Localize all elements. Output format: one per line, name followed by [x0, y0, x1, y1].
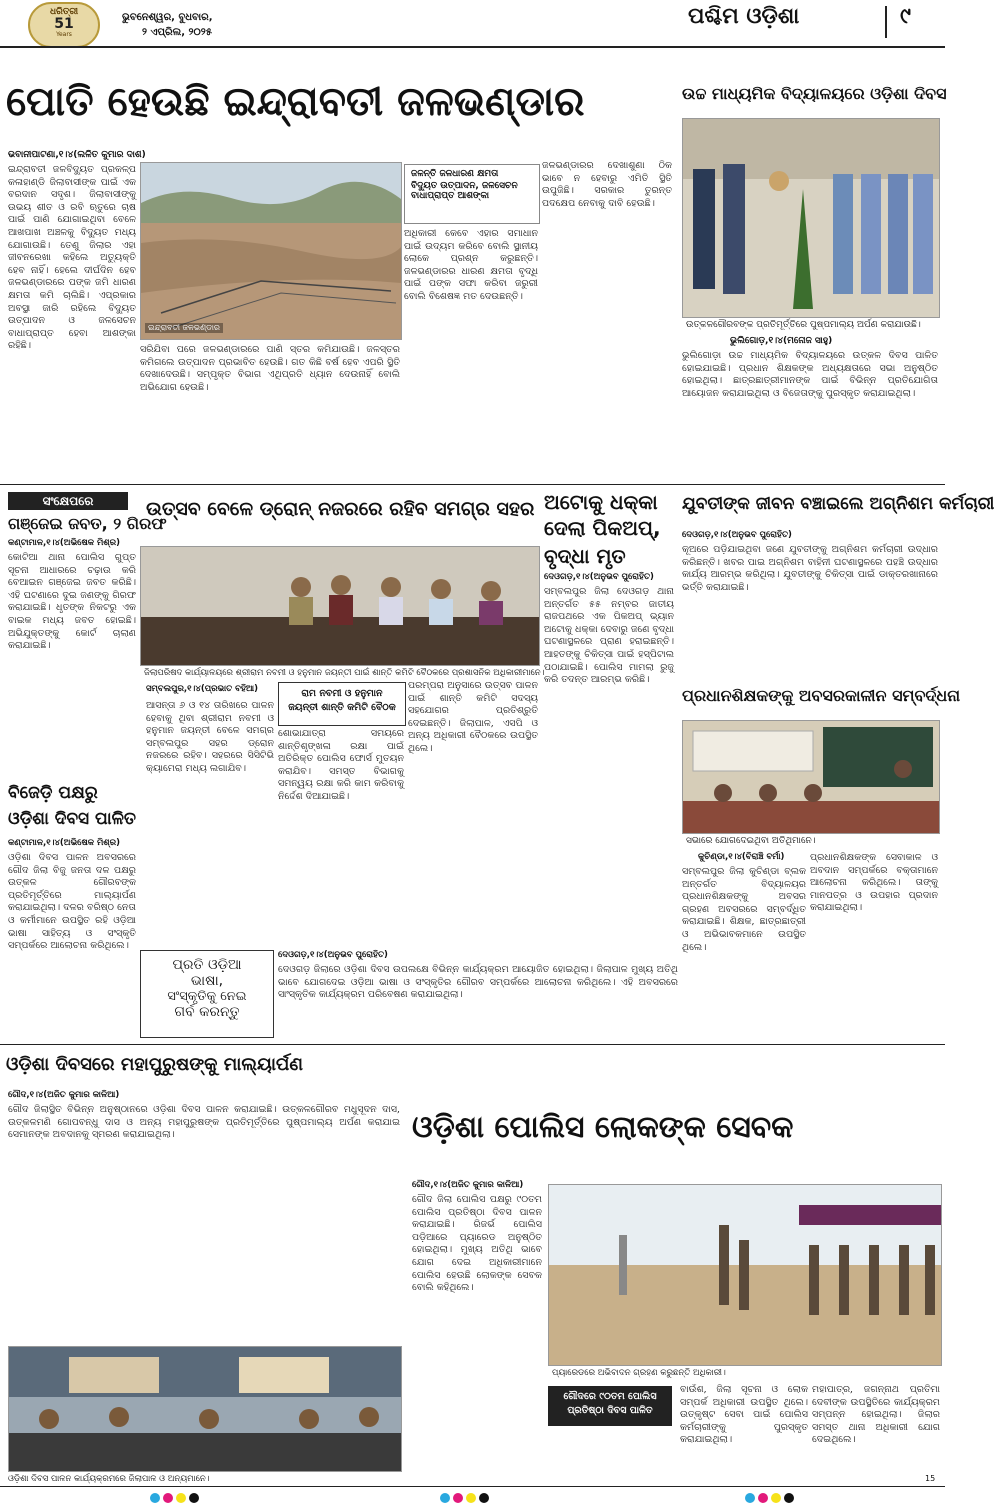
police-caption: ପ୍ୟାରେଡରେ ଅଭିବାଦନ ଗ୍ରହଣ କରୁଛନ୍ତି ଅଧିକାରୀ।	[552, 1368, 726, 1378]
lead-photo-caption: ଇନ୍ଦ୍ରାବତୀ ଜଳଭଣ୍ଡାର	[145, 323, 223, 333]
parade-image	[549, 1185, 941, 1365]
pickup-byline: ଦେଓଗଡ଼,୧।୪(ଅନୁଭବ ପୁରୋହିତ)	[544, 572, 654, 582]
pickup-headline-1: ଅଟୋକୁ ଧକ୍କା	[544, 490, 658, 514]
drone-photo	[140, 546, 540, 666]
retire-photo	[682, 720, 940, 834]
drone-byline: ସମ୍ବଲପୁର,୧।୪(ପ୍ରଭାତ ବହିଆ)	[146, 684, 259, 694]
pull-quote-line-1: ପ୍ରତି ଓଡ଼ିଆ	[172, 957, 242, 973]
retire-headline: ପ୍ରଧାନଶିକ୍ଷକଙ୍କୁ ଅବସରକାଳୀନ ସମ୍ବର୍ଦ୍ଧନା	[682, 686, 961, 705]
lead-highlight-2: ବିଦ୍ୟୁତ ଉତ୍ପାଦନ, ଜଳସେଚନ ବାଧାପ୍ରାପ୍ତ ଆଶଙ୍କା	[411, 181, 518, 201]
drone-sub-box	[278, 682, 406, 726]
police-headline: ଓଡ଼ିଶା ପୋଲିସ ଲୋକଙ୍କ ସେବକ	[412, 1110, 794, 1145]
police-photo	[548, 1184, 942, 1366]
logo-sub: Years	[56, 31, 72, 38]
mahapurush-event-image	[9, 1347, 401, 1471]
reservoir-image	[141, 163, 401, 339]
section-rule-1	[0, 484, 945, 485]
logo-text: ଧରିତ୍ରୀ	[49, 7, 79, 17]
color-registration-center	[440, 1488, 492, 1507]
pull-quote-box	[140, 950, 274, 1038]
lead-body-1: ଇନ୍ଦ୍ରାବତୀ ଜଳବିଦ୍ୟୁତ ପ୍ରକଳ୍ପ କଳାହାଣ୍ଡି ଜିଲାବାସୀଙ୍କ ପାଇଁ ଏକ ବରଦାନ ସଦୃଶ। ଜିଲାବାସୀଙ୍କୁ ଉଭୟ ଶୀତ ଓ ରବି ଋତୁରେ ଚାଷ ପାଇଁ ପାଣି ଯୋଗାଇଥିବା ବେଳେ ଆଖପାଖ ଅଞ୍ଚଳକୁ ବିଦ୍ୟୁତ ମଧ୍ୟ ଯୋଗାଉଛି। ତେଣୁ ଜିଲାର ଏହା ଜୀବନରେଖା କହିଲେ ଅତ୍ୟୁକ୍ତି ହେବ ନାହିଁ। ହେଲେ ଦୀର୍ଘଦିନ ହେବ ଜଳଭଣ୍ଡାରରେ ପଙ୍କ ଜମି ଧାରଣ କ୍ଷମତା କମି ଚାଲିଛି। ଏପ୍ରକାର ଅବସ୍ଥା ଜାରି ରହିଲେ ବିଦ୍ୟୁତ ଉତ୍ପାଦନ ଓ ଜଳସେଚନ ବାଧାପ୍ରାପ୍ତ ହେବା ଆଶଙ୍କା ରହିଛି।	[8, 164, 136, 352]
yellow-dot	[466, 1493, 476, 1503]
lead-photo-reservoir	[140, 162, 402, 340]
dateline-2: ୨ ଏପ୍ରିଲ, ୨୦୨୫	[142, 27, 212, 38]
black-dot	[189, 1493, 199, 1503]
felicitation-image	[683, 721, 939, 833]
drone-body-2: ଶୋଭାଯାତ୍ରା ସମୟରେ ଶାନ୍ତିଶୃଙ୍ଖଳା ରକ୍ଷା ପାଇଁ ଅତିରିକ୍ତ ପୋଲିସ ଫୋର୍ସ ମୁତୟନ କରାଯିବ। ସମସ୍ତ ବିଭାଗକୁ ସମନ୍ୱୟ ରକ୍ଷା କରି କାମ କରିବାକୁ ନିର୍ଦ୍ଦେଶ ଦିଆଯାଇଛି।	[278, 728, 404, 802]
mahapurush-headline: ଓଡ଼ିଶା ଦିବସରେ ମହାପୁରୁଷଙ୍କୁ ମାଲ୍ୟାର୍ପଣ	[6, 1054, 304, 1075]
footer-rule	[0, 1486, 945, 1487]
masthead	[0, 0, 945, 46]
masthead-rule	[0, 46, 945, 48]
mahapurush-photo	[8, 1346, 402, 1472]
lead-highlight-1: ଜଳନ୍ତି ଜଳଧାରଣ କ୍ଷମତା	[411, 169, 499, 179]
masthead-divider	[885, 6, 887, 38]
pickup-body: ସମ୍ବଲପୁର ଜିଲା ଦେଓଗଡ଼ ଥାନା ଅନ୍ତର୍ଗତ ୫୫ ନମ୍ବର ଜାତୀୟ ରାଜପଥରେ ଏକ ପିକଅପ୍ ଭ୍ୟାନ ଅଟୋକୁ ଧକ୍କା ଦେବାରୁ ଜଣେ ବୃଦ୍ଧା ଘଟଣାସ୍ଥଳରେ ପ୍ରାଣ ହରାଇଛନ୍ତି। ଆହତଙ୍କୁ ଚିକିତ୍ସା ପାଇଁ ହସ୍ପିଟାଲ ପଠାଯାଇଛି। ପୋଲିସ ମାମଲା ରୁଜୁ କରି ତଦନ୍ତ ଆରମ୍ଭ କରିଛି।	[544, 586, 675, 686]
retire-body-1: ସମ୍ବଲପୁର ଜିଲା କୁଚିଣ୍ଡା ବ୍ଲକ ଅନ୍ତର୍ଗତ ବିଦ୍ୟାଳୟର ପ୍ରଧାନଶିକ୍ଷକଙ୍କୁ ଅବସର ଗ୍ରହଣ ଅବସରରେ ସମ୍ବର୍ଦ୍ଧିତ କରାଯାଇଛି। ଶିକ୍ଷକ, ଛାତ୍ରଛାତ୍ରୀ ଓ ଅଭିଭାବକମାନେ ଉପସ୍ଥିତ ଥିଲେ।	[682, 866, 806, 953]
police-sub-box	[548, 1386, 672, 1426]
dateline-1: ଭୁବନେଶ୍ୱର, ବୁଧବାର,	[122, 12, 213, 23]
police-body-3: ମହାପାତ୍ର, ଜଗନ୍ନାଥ ପ୍ରତିମା ଦେବୀଙ୍କ ଉପସ୍ଥିତିରେ କାର୍ଯ୍ୟକ୍ରମ ସମ୍ପନ୍ନ ହୋଇଥିଲା। ଜିଲାର ସମସ୍ତ ଥାନା ଅଧିକାରୀ ଯୋଗ ଦେଇଥିଲେ।	[812, 1384, 940, 1446]
school-headline: ଉଚ୍ଚ ମାଧ୍ୟମିକ ବିଦ୍ୟାଳୟରେ ଓଡ଼ିଶା ଦିବସ	[682, 84, 947, 103]
magenta-dot	[163, 1493, 173, 1503]
bjp-headline: ବିଜେଡ଼ି ପକ୍ଷରୁ ଓଡ଼ିଶା ଦିବସ ପାଳିତ	[8, 783, 137, 829]
pull-quote-line-2: ଭାଷା,	[190, 973, 224, 989]
logo-number: 51	[54, 16, 74, 32]
school-byline: ଭୁଲିଗୋଡ଼,୧।୪(ମନୋଜ ସାହୁ)	[730, 336, 833, 346]
magenta-dot	[453, 1493, 463, 1503]
school-photo	[682, 118, 940, 318]
mahapurush-caption: ଓଡ଼ିଶା ଦିବସ ପାଳନ କାର୍ଯ୍ୟକ୍ରମରେ ଜିଲାପାଳ ଓ ଅନ୍ୟମାନେ।	[8, 1474, 210, 1484]
drone-sub-box-line-2: ଜୟନ୍ତୀ ଶାନ୍ତି କମିଟି ବୈଠକ	[288, 702, 396, 713]
police-box-line-1: ଗୌଦରେ ୯୦ତମ ପୋଲିସ	[563, 1391, 657, 1402]
lead-headline: ପୋତି ହେଉଛି ଇନ୍ଦ୍ରାବତୀ ଜଳଭଣ୍ଡାର	[6, 79, 585, 125]
color-registration-left	[150, 1488, 202, 1507]
lead-body-2: ସରିଯିବା ପରେ ଜଳଭଣ୍ଡାରରେ ପାଣି ସ୍ତର କମିଯାଉଛି। ଜଳସ୍ତର କମିଗଲେ ଉତ୍ପାଦନ ପ୍ରଭାବିତ ହେଉଛି। ଗତ କିଛି ବର୍ଷ ହେବ ଏପରି ସ୍ଥିତି ଦେଖାଦେଉଛି। ସମ୍ପୃକ୍ତ ବିଭାଗ ଏଥିପ୍ରତି ଧ୍ୟାନ ଦେଉନାହିଁ ବୋଲି ଅଭିଯୋଗ ହେଉଛି।	[140, 344, 400, 393]
fire-headline: ଯୁବତୀଙ୍କ ଜୀବନ ବଞ୍ଚାଇଲେ ଅଗ୍ନିଶମ କର୍ମଚାରୀ	[682, 494, 994, 514]
drone-body-3: ପରମ୍ପରା ଅନୁସାରେ ଉତ୍ସବ ପାଳନ ପାଇଁ ଶାନ୍ତି କମିଟି ସଦସ୍ୟ ସହଯୋଗର ପ୍ରତିଶ୍ରୁତି ଦେଇଛନ୍ତି। ଜିଲାପାଳ, ଏସପି ଓ ଅନ୍ୟ ଅଧିକାରୀ ବୈଠକରେ ଉପସ୍ଥିତ ଥିଲେ।	[408, 680, 538, 754]
cyan-dot	[150, 1493, 160, 1503]
brief-byline: କଣ୍ଟାମାଳ,୧।୪(ଅଭିଷେକ ମିଶ୍ର)	[8, 538, 120, 548]
retire-body-2: ପ୍ରଧାନଶିକ୍ଷକଙ୍କ ସେବାକାଳ ଓ ଅବଦାନ ସମ୍ପର୍କରେ ବକ୍ତାମାନେ ଆଲୋଚନା କରିଥିଲେ। ତାଙ୍କୁ ମାନପତ୍ର ଓ ଉପହାର ପ୍ରଦାନ କରାଯାଇଥିଲା।	[810, 852, 938, 914]
yellow-dot	[771, 1493, 781, 1503]
black-dot	[479, 1493, 489, 1503]
police-body-2: ବାଉଁଶ, ଜିଲା ସୂଚନା ଓ ଲୋକ ସମ୍ପର୍କ ଅଧିକାରୀ ଉପସ୍ଥିତ ଥିଲେ। ଉତ୍କୃଷ୍ଟ ସେବା ପାଇଁ ପୋଲିସ କର୍ମଚାରୀଙ୍କୁ ପୁରସ୍କୃତ କରାଯାଇଥିଲା।	[680, 1384, 808, 1446]
retire-byline: କୁଚିଣ୍ଡା,୧।୪(ବିରାଞ୍ଚି ବର୍ମା)	[698, 852, 785, 862]
drone-sub-box-line-1: ରାମ ନବମୀ ଓ ହନୁମାନ	[301, 688, 383, 699]
fire-byline: ଦେଓଗଡ଼,୧।୪(ଅନୁଭବ ପୁରୋହିତ)	[682, 530, 792, 540]
page-number: ୯	[900, 4, 911, 29]
police-body-1: ଗୌଦ ଜିଲା ପୋଲିସ ପକ୍ଷରୁ ୯୦ତମ ପୋଲିସ ପ୍ରତିଷ୍ଠା ଦିବସ ପାଳନ କରାଯାଇଛି। ରିଜର୍ଭ ପୋଲିସ ପଡ଼ିଆରେ ପ୍ୟାରେଡ ଅନୁଷ୍ଠିତ ହୋଇଥିଲା। ମୁଖ୍ୟ ଅତିଥି ଭାବେ ଯୋଗ ଦେଇ ଅଧିକାରୀମାନେ ପୋଲିସ ହେଉଛି ଲୋକଙ୍କ ସେବକ ବୋଲି କହିଥିଲେ।	[412, 1194, 542, 1294]
black-dot	[784, 1493, 794, 1503]
drone-headline: ଉତ୍ସବ ବେଳେ ଡ୍ରୋନ୍ ନଜରରେ ରହିବ ସମଗ୍ର ସହର	[146, 498, 535, 520]
drone-caption: ଜିଲାପରିଷଦ କାର୍ଯ୍ୟାଳୟରେ ଶ୍ରୀରାମ ନବମୀ ଓ ହନୁମାନ ଜୟନ୍ତୀ ପାଇଁ ଶାନ୍ତି କମିଟି ବୈଠକରେ ପ୍ରଶାସନିକ ଅଧିକାରୀମାନେ।	[144, 668, 545, 678]
cyan-dot	[440, 1493, 450, 1503]
police-byline: ଗୌଦ,୧।୪(ଅଜିତ କୁମାର କାଳିଆ)	[412, 1180, 524, 1190]
brief-body: କୋଟିଆ ଥାନା ପୋଲିସ ଗୁପ୍ତ ସୂଚନା ଆଧାରରେ ଚଢ଼ାଉ କରି ବେଆଇନ ଗଞ୍ଜେଇ ଜବତ କରିଛି। ଏହି ଘଟଣାରେ ଦୁଇ ଜଣଙ୍କୁ ଗିରଫ କରାଯାଇଛି। ଧୃତଙ୍କ ନିକଟରୁ ଏକ ବାଇକ ମଧ୍ୟ ଜବତ ହୋଇଛି। ଅଭିଯୁକ୍ତଙ୍କୁ କୋର୍ଟ ଚାଲାଣ କରାଯାଇଛି।	[8, 552, 136, 652]
middle-byline: ଦେଓଗଡ଼,୧।୪(ଅନୁଭବ ପୁରୋହିତ)	[278, 950, 388, 960]
brief-box-label: ସଂକ୍ଷେପରେ	[8, 492, 128, 510]
pull-quote-line-3: ସଂସ୍କୃତିକୁ ନେଇ	[167, 989, 247, 1004]
section-rule-2	[0, 1044, 945, 1045]
cyan-dot	[745, 1493, 755, 1503]
bjp-body: ଓଡ଼ିଶା ଦିବସ ପାଳନ ଅବସରରେ ଗୌଦ ଜିଲା ବିଜୁ ଜନତା ଦଳ ପକ୍ଷରୁ ଉତ୍କଳ ଗୌରବଙ୍କ ପ୍ରତିମୂର୍ତ୍ତିରେ ମାଲ୍ୟାର୍ପଣ କରାଯାଇଥିଲା। ଦଳର ବରିଷ୍ଠ ନେତା ଓ କର୍ମୀମାନେ ଉପସ୍ଥିତ ରହି ଓଡ଼ିଆ ଭାଷା ସାହିତ୍ୟ ଓ ସଂସ୍କୃତି ସମ୍ପର୍କରେ ଆଲୋଚନା କରିଥିଲେ।	[8, 852, 136, 952]
mahapurush-byline: ଗୌଦ,୧।୪(ଅଜିତ କୁମାର କାଳିଆ)	[8, 1090, 120, 1100]
brief-headline: ଗଞ୍ଜେଇ ଜବତ, ୨ ଗିରଫ	[8, 514, 167, 533]
school-caption: ଉତ୍କଳଗୌରବଙ୍କ ପ୍ରତିମୂର୍ତ୍ତିରେ ପୁଷ୍ପମାଲ୍ୟ ଅର୍ପଣ କରାଯାଉଛି।	[686, 320, 921, 330]
yellow-dot	[176, 1493, 186, 1503]
newspaper-logo	[28, 2, 100, 48]
footer-page-mark: 15	[925, 1474, 936, 1483]
color-registration-right	[745, 1488, 797, 1507]
pickup-headline-3: ବୃଦ୍ଧା ମୃତ	[544, 544, 626, 568]
drone-body-1: ଆସନ୍ତା ୬ ଓ ୧୪ ତାରିଖରେ ପାଳନ ହେବାକୁ ଥିବା ଶ୍ରୀରାମ ନବମୀ ଓ ହନୁମାନ ଜୟନ୍ତୀ ବେଳେ ସମଗ୍ର ସମ୍ବଲପୁର ସହର ଡ୍ରୋନ ନଜରରେ ରହିବ। ସହରରେ ସିସିଟିଭି କ୍ୟାମେରା ମଧ୍ୟ ଲଗାଯିବ।	[146, 700, 274, 774]
fire-body: କୂଅରେ ପଡ଼ିଯାଇଥିବା ଜଣେ ଯୁବତୀଙ୍କୁ ଅଗ୍ନିଶମ କର୍ମଚାରୀ ଉଦ୍ଧାର କରିଛନ୍ତି। ଖବର ପାଇ ଅଗ୍ନିଶମ ବାହିନୀ ଘଟଣାସ୍ଥଳରେ ପହଞ୍ଚି ଉଦ୍ଧାର କାର୍ଯ୍ୟ ଆରମ୍ଭ କରିଥିଲା। ଯୁବତୀଙ୍କୁ ଚିକିତ୍ସା ପାଇଁ ଡାକ୍ତରଖାନାରେ ଭର୍ତ୍ତି କରାଯାଇଛି।	[682, 544, 938, 593]
retire-caption: ସଭାରେ ଯୋଗଦେଇଥିବା ଅତିଥିମାନେ।	[686, 836, 816, 846]
mahapurush-body: ଗୌଦ ଜିଲାସ୍ଥିତ ବିଭିନ୍ନ ଅନୁଷ୍ଠାନରେ ଓଡ଼ିଶା ଦିବସ ପାଳନ କରାଯାଇଛି। ଉତ୍କଳଗୌରବ ମଧୁସୂଦନ ଦାସ, ଉତ୍କଳମଣି ଗୋପବନ୍ଧୁ ଦାସ ଓ ଅନ୍ୟ ମହାପୁରୁଷଙ୍କ ପ୍ରତିମୂର୍ତ୍ତିରେ ପୁଷ୍ପମାଲ୍ୟ ଅର୍ପଣ କରାଯାଇ ସେମାନଙ୍କ ଅବଦାନକୁ ସ୍ମରଣ କରାଯାଇଥିଲା।	[8, 1104, 400, 1141]
magenta-dot	[758, 1493, 768, 1503]
section-title: ପଶ୍ଚିମ ଓଡ଼ିଶା	[688, 4, 800, 29]
school-body: ଭୁଲିଗୋଡ଼ା ଉଚ୍ଚ ମାଧ୍ୟମିକ ବିଦ୍ୟାଳୟରେ ଉତ୍କଳ ଦିବସ ପାଳିତ ହୋଇଯାଇଛି। ପ୍ରଧାନ ଶିକ୍ଷକଙ୍କ ଅଧ୍ୟକ୍ଷତାରେ ସଭା ଅନୁଷ୍ଠିତ ହୋଇଥିଲା। ଛାତ୍ରଛାତ୍ରୀମାନଙ୍କ ପାଇଁ ବିଭିନ୍ନ ପ୍ରତିଯୋଗିତା ଆୟୋଜନ କରାଯାଇଥିଲା ଓ ବିଜେତାଙ୍କୁ ପୁରସ୍କୃତ କରାଯାଇଥିଲା।	[682, 350, 938, 399]
pull-quote-line-4: ଗର୍ବ କରନ୍ତୁ	[174, 1004, 240, 1020]
lead-body-3: ଅଧିକାରୀ କେବେ ଏହାର ସମାଧାନ ପାଇଁ ଉଦ୍ୟମ କରିବେ ବୋଲି ସ୍ଥାନୀୟ ଲୋକେ ପ୍ରଶ୍ନ କରୁଛନ୍ତି। ଜଳଭଣ୍ଡାରର ଧାରଣ କ୍ଷମତା ବୃଦ୍ଧି ପାଇଁ ପଙ୍କ ସଫା କରିବା ଜରୁରୀ ବୋଲି ବିଶେଷଜ୍ଞ ମତ ଦେଉଛନ୍ତି।	[404, 228, 538, 302]
middle-body: ଦେଓଗଡ଼ ଜିଲାରେ ଓଡ଼ିଶା ଦିବସ ଉପଲକ୍ଷେ ବିଭିନ୍ନ କାର୍ଯ୍ୟକ୍ରମ ଆୟୋଜିତ ହୋଇଥିଲା। ଜିଲାପାଳ ମୁଖ୍ୟ ଅତିଥି ଭାବେ ଯୋଗଦେଇ ଓଡ଼ିଆ ଭାଷା ଓ ସଂସ୍କୃତିର ଗୌରବ ସମ୍ପର୍କରେ ଆଲୋଚନା କରିଥିଲେ। ଏହି ଅବସରରେ ସାଂସ୍କୃତିକ କାର୍ଯ୍ୟକ୍ରମ ପରିବେଷଣ କରାଯାଇଥିଲା।	[278, 964, 678, 1001]
lead-byline: ଭବାନୀପାଟଣା,୧।୪(ଲଳିତ କୁମାର ଦାଶ)	[8, 150, 146, 160]
lead-body-4: ଜଳଭଣ୍ଡାରର ଦେଖାଶୁଣା ଠିକ ଭାବେ ନ ହେବାରୁ ଏମିତି ସ୍ଥିତି ଉପୁଜିଛି। ସରକାର ତୁରନ୍ତ ପଦକ୍ଷେପ ନେବାକୁ ଦାବି ହେଉଛି।	[542, 160, 672, 209]
bjp-byline: କଣ୍ଟାମାଳ,୧।୪(ଅଭିଷେକ ମିଶ୍ର)	[8, 838, 120, 848]
meeting-image	[141, 547, 539, 665]
lead-highlight-box	[404, 164, 540, 224]
pickup-headline-2: ଦେଲା ପିକଅପ୍,	[544, 516, 661, 540]
police-box-line-2: ପ୍ରତିଷ୍ଠା ଦିବସ ପାଳିତ	[567, 1405, 653, 1416]
school-event-image	[683, 119, 939, 317]
